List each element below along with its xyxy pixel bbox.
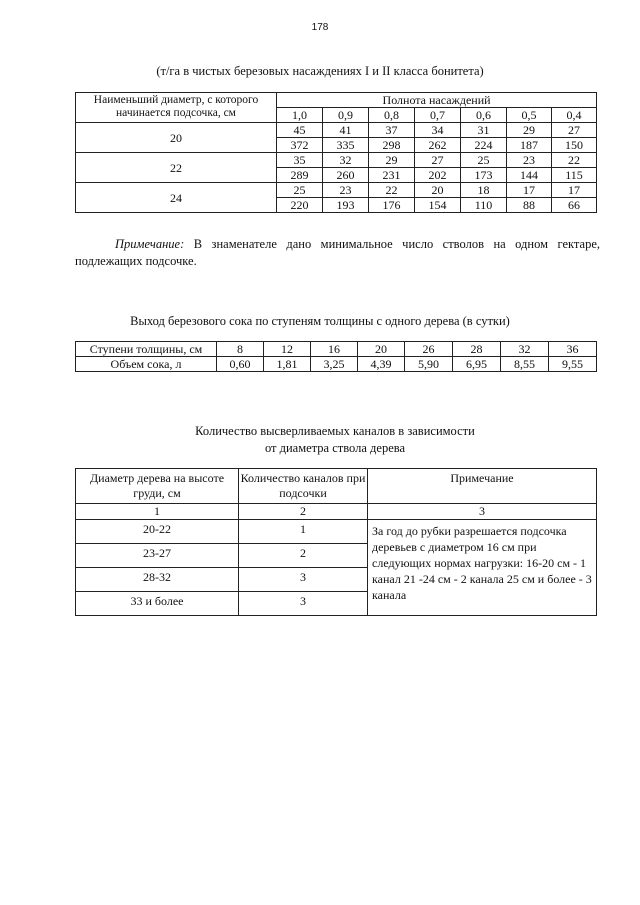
density-col: 1,0	[277, 108, 323, 123]
table1-note	[75, 236, 600, 270]
sap-volume-cell: 5,90	[405, 357, 453, 372]
diameter-cell: 28-32	[76, 568, 239, 592]
table-header-row	[76, 469, 597, 504]
stem-count-cell: 173	[461, 168, 507, 183]
yield-cell: 22	[369, 183, 415, 198]
table-row	[76, 520, 597, 544]
stem-count-cell: 202	[415, 168, 461, 183]
stem-count-cell: 231	[369, 168, 415, 183]
channels-cell: 2	[239, 544, 368, 568]
sap-yield-table	[75, 341, 597, 372]
yield-cell: 34	[415, 123, 461, 138]
density-col: 0,4	[552, 108, 597, 123]
sap-volume-cell: 8,55	[501, 357, 549, 372]
density-col: 0,7	[415, 108, 461, 123]
channels-cell: 3	[239, 568, 368, 592]
row-label: Ступени толщины, см	[76, 342, 217, 357]
yield-cell: 22	[552, 153, 597, 168]
density-col: 0,5	[507, 108, 552, 123]
col-number: 1	[76, 504, 239, 520]
yield-cell: 41	[323, 123, 369, 138]
density-group-header: Полнота насаждений	[277, 93, 597, 108]
table3-caption	[0, 423, 640, 457]
stem-count-cell: 298	[369, 138, 415, 153]
col-number-row	[76, 504, 597, 520]
stem-count-cell: 66	[552, 198, 597, 213]
yield-cell: 20	[415, 183, 461, 198]
sap-volume-cell: 0,60	[217, 357, 264, 372]
table-row	[76, 123, 597, 138]
stem-count-cell: 335	[323, 138, 369, 153]
channels-cell: 1	[239, 520, 368, 544]
yield-cell: 18	[461, 183, 507, 198]
tapping-note-cell: За год до рубки разрешается подсочка деревьев с диаметром 16 см при следующих нормах нагрузки: 16-20 см - 1 канал 21 -24 см - 2 канала 25 см и более - 3 канала	[368, 520, 597, 616]
diameter-cell: 23-27	[76, 544, 239, 568]
stem-count-cell: 260	[323, 168, 369, 183]
stem-count-cell: 193	[323, 198, 369, 213]
row-label: Объем сока, л	[76, 357, 217, 372]
diameter-cell: 33 и более	[76, 592, 239, 616]
density-col: 0,9	[323, 108, 369, 123]
thickness-cell: 36	[549, 342, 597, 357]
table3-caption-line1: Количество высверливаемых каналов в зависимости	[195, 424, 475, 438]
stem-count-cell: 154	[415, 198, 461, 213]
table-row	[76, 183, 597, 198]
col-header-channels: Количество каналов при подсочки	[239, 469, 368, 504]
note-text: В знаменателе дано минимальное число стволов на одном гектаре, подлежащих подсочке.	[75, 237, 600, 268]
tapping-yield-table	[75, 92, 597, 213]
sap-volume-cell: 6,95	[453, 357, 501, 372]
thickness-cell: 8	[217, 342, 264, 357]
thickness-cell: 12	[264, 342, 311, 357]
table1-caption: (т/га в чистых березовых насаждениях I и II класса бонитета)	[156, 64, 484, 78]
note-label: Примечание:	[115, 237, 185, 251]
density-col: 0,6	[461, 108, 507, 123]
col-header-diameter: Диаметр дерева на высоте груди, см	[76, 469, 239, 504]
stem-count-cell: 110	[461, 198, 507, 213]
yield-cell: 29	[369, 153, 415, 168]
stem-count-cell: 115	[552, 168, 597, 183]
page-number: 178	[311, 22, 329, 33]
col-number: 3	[368, 504, 597, 520]
yield-cell: 35	[277, 153, 323, 168]
thickness-cell: 28	[453, 342, 501, 357]
yield-cell: 31	[461, 123, 507, 138]
yield-cell: 27	[415, 153, 461, 168]
stem-count-cell: 176	[369, 198, 415, 213]
yield-cell: 37	[369, 123, 415, 138]
diameter-cell: 20	[76, 123, 277, 153]
thickness-cell: 20	[358, 342, 405, 357]
yield-cell: 32	[323, 153, 369, 168]
table-row	[76, 153, 597, 168]
yield-cell: 25	[277, 183, 323, 198]
density-col: 0,8	[369, 108, 415, 123]
table-row	[76, 357, 597, 372]
diameter-cell: 24	[76, 183, 277, 213]
sap-volume-cell: 1,81	[264, 357, 311, 372]
stem-count-cell: 187	[507, 138, 552, 153]
stem-count-cell: 88	[507, 198, 552, 213]
col-number: 2	[239, 504, 368, 520]
yield-cell: 23	[323, 183, 369, 198]
table2-caption: Выход березового сока по ступеням толщины с одного дерева (в сутки)	[130, 314, 510, 328]
stem-count-cell: 224	[461, 138, 507, 153]
yield-cell: 29	[507, 123, 552, 138]
yield-cell: 45	[277, 123, 323, 138]
drill-channels-table	[75, 468, 597, 616]
diameter-cell: 22	[76, 153, 277, 183]
yield-cell: 17	[552, 183, 597, 198]
stem-count-cell: 220	[277, 198, 323, 213]
col-header-note: Примечание	[368, 469, 597, 504]
table3-caption-line2: от диаметра ствола дерева	[264, 441, 406, 455]
yield-cell: 25	[461, 153, 507, 168]
yield-cell: 17	[507, 183, 552, 198]
stem-count-cell: 262	[415, 138, 461, 153]
stem-count-cell: 372	[277, 138, 323, 153]
stem-count-cell: 150	[552, 138, 597, 153]
thickness-cell: 32	[501, 342, 549, 357]
diameter-cell: 20-22	[76, 520, 239, 544]
sap-volume-cell: 3,25	[311, 357, 358, 372]
sap-volume-cell: 4,39	[358, 357, 405, 372]
thickness-cell: 16	[311, 342, 358, 357]
stem-count-cell: 144	[507, 168, 552, 183]
stem-count-cell: 289	[277, 168, 323, 183]
channels-cell: 3	[239, 592, 368, 616]
yield-cell: 23	[507, 153, 552, 168]
min-diameter-header: Наименьший диаметр, с которого начинается подсочка, см	[76, 93, 277, 123]
thickness-cell: 26	[405, 342, 453, 357]
yield-cell: 27	[552, 123, 597, 138]
sap-volume-cell: 9,55	[549, 357, 597, 372]
table-row	[76, 342, 597, 357]
